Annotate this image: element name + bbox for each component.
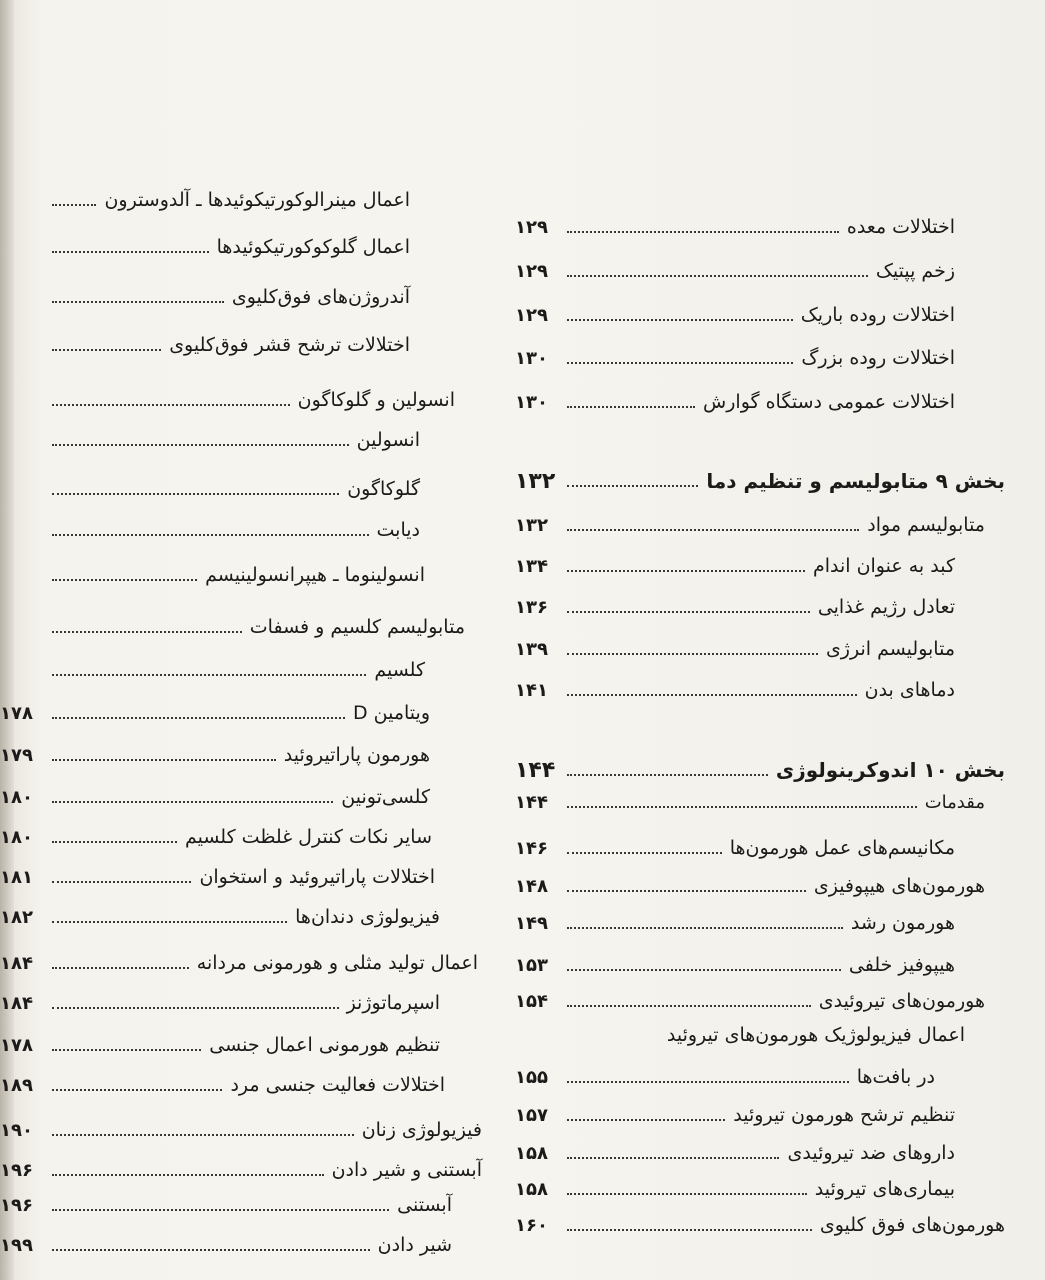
toc-entry [0,655,425,685]
toc-entry-title: متابولیسم مواد [867,514,985,536]
toc-entry-title: اعمال تولید مثلی و هورمونی مردانه [196,952,478,974]
toc-entry [515,212,1035,242]
leader-dots [52,202,96,206]
toc-entry-title: مقدمات [924,791,985,813]
toc-entry-title: اعمال فیزیولوژیک هورمون‌های تیروئید [666,1024,965,1046]
toc-entry [515,871,1035,901]
leader-dots [52,347,161,351]
leader-dots [52,879,191,883]
leader-dots [52,402,290,406]
leader-dots [567,360,793,364]
leader-dots [52,1132,354,1136]
toc-entry-title: آندروژن‌های فوق‌کلیوی [231,286,410,308]
leader-dots [52,965,189,969]
leader-dots [567,850,722,854]
toc-entry [515,675,1035,705]
toc-entry [0,1115,482,1145]
toc-entry-title: هورمون‌های تیروئیدی [818,990,985,1012]
toc-entry-title: سایر نکات کنترل غلظت کلسیم [184,826,432,848]
toc-entry-page-number: ۱۸۴ [0,952,33,974]
leader-dots [567,1191,807,1195]
toc-entry [515,300,1035,330]
leader-dots [567,609,810,613]
toc-entry-page-number: ۱۹۰ [0,1119,33,1141]
leader-dots [567,1227,812,1231]
toc-entry-page-number: ۱۷۹ [0,744,33,766]
leader-dots [567,229,839,233]
leader-dots [567,1155,779,1159]
toc-entry [0,740,430,770]
leader-dots [52,1005,339,1009]
toc-entry-page-number: ۱۸۰ [0,786,33,808]
toc-entry [515,256,1035,286]
leader-dots [52,799,333,803]
leader-dots [52,532,369,536]
leader-dots [567,404,695,408]
toc-entry-title: در بافت‌ها [856,1066,935,1088]
toc-entry-title: تنظیم هورمونی اعمال جنسی [209,1034,440,1056]
leader-dots [52,1207,389,1211]
leader-dots [52,1247,370,1251]
leader-dots [52,629,242,633]
toc-entry-title: هورمون‌های فوق کلیوی [819,1214,1005,1236]
toc-entry-page-number: ۱۷۸ [0,1034,33,1056]
toc-entry [0,782,430,812]
toc-entry-title: اختلالات ترشح قشر فوق‌کلیوی [169,334,410,356]
toc-entry-title: هورمون پاراتیروئید [283,744,430,766]
leader-dots [567,804,917,808]
toc-entry-title: اختلالات پاراتیروئید و استخوان [199,866,435,888]
toc-entry-title: کلسیم [374,659,425,681]
toc-entry-title: تعادل رژیم غذایی [817,596,955,618]
toc-entry-title: هورمون رشد [850,912,955,934]
toc-entry [0,515,420,545]
leader-dots [567,888,806,892]
toc-entry-page-number: ۱۶۰ [515,1214,548,1236]
toc-entry-page-number: ۱۴۹ [515,912,548,934]
toc-entry [0,948,478,978]
toc-entry [515,634,1035,664]
leader-dots [567,1079,849,1083]
toc-entry [515,833,1035,863]
toc-entry-page-number: ۱۴۸ [515,875,548,897]
toc-entry-page-number: ۱۵۴ [515,990,548,1012]
toc-entry [515,1138,1035,1168]
toc-entry [515,950,1035,980]
toc-entry-title: اسپرماتوژنز [346,992,440,1014]
toc-entry-page-number: ۱۳۲ [515,468,556,494]
leader-dots [567,527,859,531]
toc-entry-title: آبستنی و شیر دادن [331,1159,482,1181]
leader-dots [52,757,276,761]
toc-entry-page-number: ۱۸۰ [0,826,33,848]
toc-entry-page-number: ۱۸۴ [0,992,33,1014]
leader-dots [567,568,805,572]
toc-entry [0,560,425,590]
leader-dots [567,692,857,696]
toc-entry [0,988,440,1018]
toc-entry-page-number: ۱۵۸ [515,1178,548,1200]
toc-entry-page-number: ۱۴۴ [515,757,556,783]
toc-entry-page-number: ۱۳۹ [515,638,548,660]
toc-entry [0,1190,452,1220]
toc-entry-page-number: ۱۳۰ [515,347,548,369]
leader-dots [52,715,345,719]
toc-entry [0,232,410,262]
toc-entry [515,466,1035,496]
toc-entry [0,822,432,852]
leader-dots [52,442,349,446]
toc-entry-page-number: ۱۲۹ [515,216,548,238]
toc-entry [0,425,420,455]
toc-entry-title: زخم پپتیک [875,260,955,282]
toc-entry-page-number: ۱۲۹ [515,304,548,326]
toc-entry [0,185,410,215]
toc-entry-page-number: ۱۸۲ [0,906,33,928]
toc-entry-title: اختلالات عمومی دستگاه گوارش [703,391,955,413]
leader-dots [567,925,843,929]
toc-entry-title: فیزیولوژی زنان [361,1119,482,1141]
toc-entry [515,387,1035,417]
toc-entry-title: متابولیسم کلسیم و فسفات [249,616,465,638]
toc-entry-title: اختلالات روده باریک [800,304,955,326]
toc-entry [515,755,1035,785]
toc-entry [0,282,410,312]
toc-entry-title: بیماری‌های تیروئید [814,1178,955,1200]
toc-entry [0,1155,482,1185]
toc-entry [0,1070,445,1100]
toc-entry [515,343,1035,373]
toc-entry-title: بخش ۹ متابولیسم و تنظیم دما [706,469,1005,493]
toc-entry-title: متابولیسم انرژی [825,638,955,660]
leader-dots [52,839,177,843]
toc-entry-page-number: ۱۴۶ [515,837,548,859]
toc-entry-title: هیپوفیز خلفی [848,954,955,976]
toc-entry [515,1210,1035,1240]
toc-entry-title: داروهای ضد تیروئیدی [787,1142,955,1164]
toc-entry [0,385,455,415]
leader-dots [52,1047,201,1051]
leader-dots [52,577,197,581]
leader-dots [567,317,793,321]
toc-entry-page-number: ۱۳۰ [515,391,548,413]
toc-entry-page-number: ۱۵۳ [515,954,548,976]
toc-entry-title: مکانیسم‌های عمل هورمون‌ها [729,837,955,859]
toc-entry [0,330,410,360]
toc-entry [515,908,1035,938]
toc-entry-page-number: ۱۹۶ [0,1159,33,1181]
leader-dots [52,491,339,495]
leader-dots [52,249,209,253]
toc-entry-page-number: ۱۴۴ [515,791,548,813]
toc-entry-title: تنظیم ترشح هورمون تیروئید [733,1104,955,1126]
toc-entry-title: دیابت [376,519,420,541]
toc-entry-title: آبستنی [397,1194,452,1216]
leader-dots [52,1087,222,1091]
toc-entry-title: اختلالات معده [846,216,955,238]
toc-entry-page-number: ۱۴۱ [515,679,548,701]
toc-entry-page-number: ۱۳۴ [515,555,548,577]
toc-entry [0,1030,440,1060]
toc-entry-title: ویتامین D [352,702,430,724]
toc-entry [515,1020,1035,1050]
toc-entry [0,474,420,504]
toc-entry-title: اختلالات فعالیت جنسی مرد [230,1074,445,1096]
toc-entry-page-number: ۱۵۵ [515,1066,548,1088]
toc-entry-page-number: ۱۳۶ [515,596,548,618]
toc-entry-page-number: ۱۸۹ [0,1074,33,1096]
toc-entry-page-number: ۱۸۱ [0,866,33,888]
toc-entry-page-number: ۱۹۹ [0,1234,33,1256]
toc-entry-title: کبد به عنوان اندام [812,555,955,577]
toc-entry-title: فیزیولوژی دندان‌ها [295,906,440,928]
toc-entry-title: انسولینوما ـ هیپرانسولینیسم [205,564,425,586]
toc-entry [515,1062,1035,1092]
toc-entry-title: اعمال گلوکوکورتیکوئیدها [216,236,410,258]
toc-entry [0,612,465,642]
toc-entry [0,1230,452,1260]
leader-dots [567,651,818,655]
toc-entry [515,787,1035,817]
toc-entry [515,986,1035,1016]
toc-entry-title: انسولین [356,429,420,451]
toc-entry-page-number: ۱۷۸ [0,702,33,724]
toc-entry-title: بخش ۱۰ اندوکرینولوژی [775,758,1005,782]
leader-dots [52,1172,324,1176]
toc-entry-page-number: ۱۵۷ [515,1104,548,1126]
toc-entry-title: اختلالات روده بزرگ [801,347,955,369]
toc-entry [0,862,435,892]
leader-dots [52,919,287,923]
toc-entry-page-number: ۱۳۲ [515,514,548,536]
leader-dots [52,672,366,676]
leader-dots [52,299,224,303]
leader-dots [567,483,698,487]
toc-entry-title: دماهای بدن [864,679,955,701]
toc-entry-title: شیر دادن [377,1234,452,1256]
leader-dots [567,1003,811,1007]
toc-entry [515,1100,1035,1130]
toc-entry [515,510,1035,540]
toc-entry [515,1174,1035,1204]
leader-dots [567,273,868,277]
toc-entry-title: اعمال مینرالوکورتیکوئیدها ـ آلدوسترون [104,189,410,211]
toc-entry [515,592,1035,622]
toc-entry-title: گلوکاگون [347,478,420,500]
leader-dots [567,772,768,776]
toc-entry-title: کلسی‌تونین [341,786,430,808]
toc-entry [0,902,440,932]
toc-entry [0,698,430,728]
toc-entry-title: هورمون‌های هیپوفیزی [813,875,985,897]
toc-entry [515,551,1035,581]
leader-dots [567,1117,725,1121]
toc-entry-page-number: ۱۹۶ [0,1194,33,1216]
toc-entry-page-number: ۱۲۹ [515,260,548,282]
leader-dots [567,967,841,971]
toc-entry-title: انسولین و گلوکاگون [297,389,455,411]
toc-entry-page-number: ۱۵۸ [515,1142,548,1164]
